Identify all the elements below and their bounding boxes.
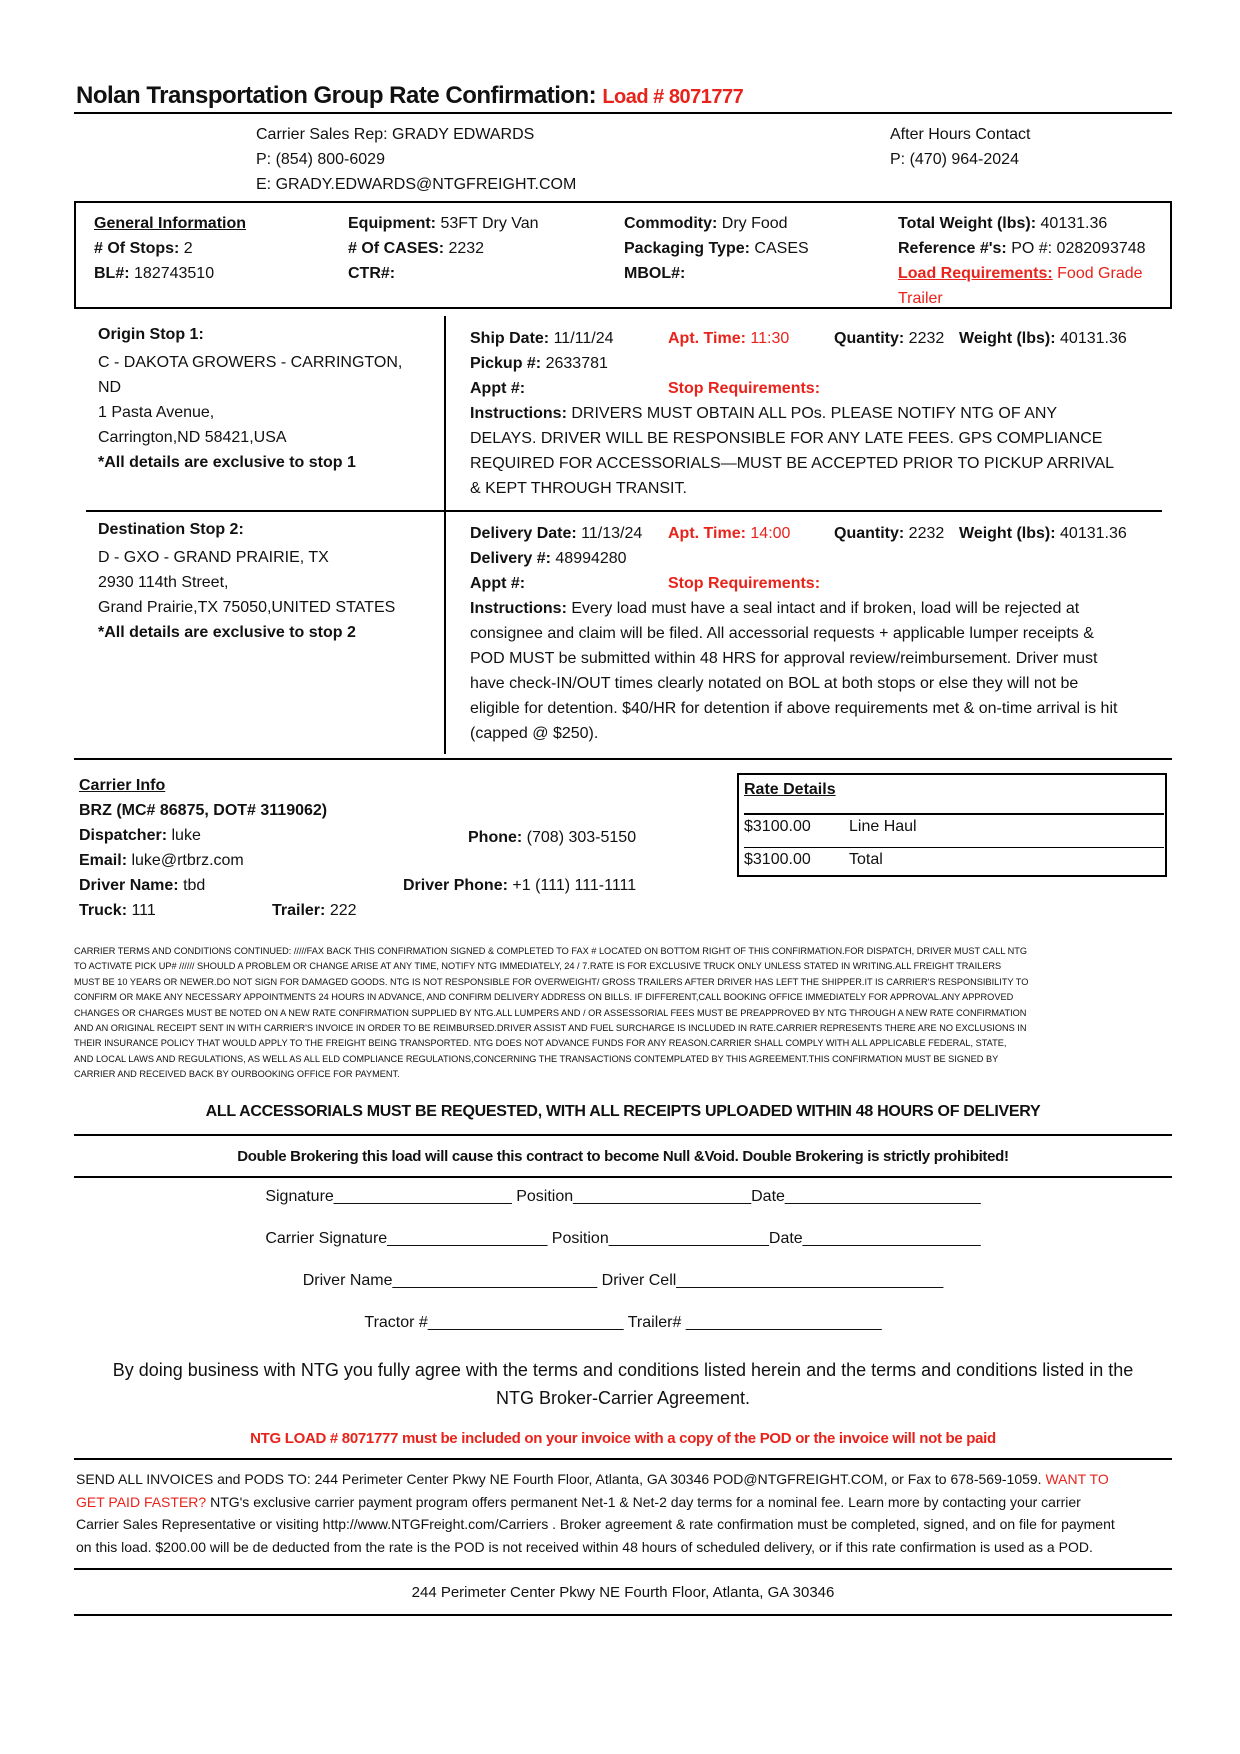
sales-rep-phone: P: (854) 800-6029	[256, 151, 385, 168]
destination-instructions-6: (capped @ $250).	[470, 725, 599, 742]
total-weight: Total Weight (lbs): 40131.36	[898, 215, 1108, 232]
footer-rule-1	[74, 1458, 1172, 1460]
reference-numbers: Reference #'s: PO #: 0282093748	[898, 240, 1146, 257]
bl-number: BL#: 182743510	[94, 265, 215, 282]
packaging-type: Packaging Type: CASES	[624, 240, 809, 257]
general-information-box	[74, 201, 1172, 309]
driver-phone: Driver Phone: +1 (111) 111-1111	[403, 877, 637, 894]
load-number: Load # 8071777	[602, 86, 744, 108]
origin-heading: Origin Stop 1:	[98, 326, 204, 343]
notice-rule-1	[74, 1134, 1172, 1136]
page-title	[76, 82, 743, 110]
carrier-heading: Carrier Info	[79, 777, 166, 794]
rate-details-box	[737, 773, 1167, 877]
ship-date: Ship Date: 11/11/24	[470, 330, 614, 347]
footer-rule-3	[74, 1614, 1172, 1616]
invoice-warning: NTG LOAD # 8071777 must be included on your invoice with a copy of the POD or the invoice will not be paid	[250, 1430, 996, 1447]
destination-line-1: D - GXO - GRAND PRAIRIE, TX	[98, 549, 329, 566]
origin-line-3: 1 Pasta Avenue,	[98, 404, 215, 421]
destination-instructions-3: POD MUST be submitted within 48 HRS for approval review/reimbursement. Driver must	[470, 650, 1098, 667]
agreement-text: By doing business with NTG you fully agree with the terms and conditions listed herein and the terms and conditions listed in the NTG Broker-Carrier Agreement.	[112, 1360, 1134, 1408]
rate-heading: Rate Details	[744, 781, 836, 798]
destination-appt: Appt #:	[470, 575, 526, 592]
destination-line-2: 2930 114th Street,	[98, 574, 229, 591]
origin-instructions-4: & KEPT THROUGH TRANSIT.	[470, 480, 687, 497]
load-requirements-cont: Trailer	[898, 290, 943, 307]
rate-row-divider	[744, 847, 1164, 848]
origin-quantity: Quantity: 2232	[834, 330, 945, 347]
rate-row-total: $3100.00 Total	[744, 851, 883, 868]
general-col-2	[348, 211, 539, 286]
origin-line-2: ND	[98, 379, 122, 396]
destination-stop-address	[98, 517, 395, 645]
origin-stop-address	[98, 322, 402, 475]
sales-rep-email: E: GRADY.EDWARDS@NTGFREIGHT.COM	[256, 176, 577, 193]
destination-heading: Destination Stop 2:	[98, 521, 244, 538]
carrier-email: Email: luke@rtbrz.com	[79, 852, 244, 869]
destination-weight: Weight (lbs): 40131.36	[959, 525, 1127, 542]
sales-rep-name: Carrier Sales Rep: GRADY EDWARDS	[256, 126, 535, 143]
origin-weight: Weight (lbs): 40131.36	[959, 330, 1127, 347]
origin-line-4: Carrington,ND 58421,USA	[98, 429, 287, 446]
after-hours-label: After Hours Contact	[890, 126, 1031, 143]
destination-instructions-5: eligible for detention. $40/HR for detention if above requirements met & on-time arrival is hit	[470, 700, 1118, 717]
invoice-instructions: SEND ALL INVOICES and PODS TO: 244 Perimeter Center Pkwy NE Fourth Floor, Atlanta, GA 30346 POD@NTGFREIGHT.COM, or Fax to 678-569-1059. WANT TO GET PAID FASTER? NTG's exclusive carrier payment program offers permanent Net-1 & Net-2 day terms for a nominal fee. Learn more by contacting your carrier Carrier Sales Representative or visiting http://www.NTGFreight.com/Carriers . Broker agreement & rate confirmation must be completed, signed, and on file for payment on this load. $200.00 will be de deducted from the rate is the POD is not received within 48 hours of scheduled delivery, or if this rate confirmation is used as a POD.	[76, 1471, 1115, 1555]
after-hours-contact	[890, 122, 1031, 172]
rate-divider	[744, 813, 1164, 815]
signature-line-1[interactable]: Signature____________________ Position____________________Date______________________	[265, 1188, 981, 1205]
origin-stop-details	[470, 326, 1170, 501]
general-col-3	[624, 211, 809, 286]
general-col-1	[94, 211, 246, 286]
delivery-date: Delivery Date: 11/13/24	[470, 525, 643, 542]
truck-number: Truck: 111	[79, 902, 156, 919]
signature-line-2[interactable]: Carrier Signature__________________ Position__________________Date____________________	[265, 1230, 981, 1247]
origin-instructions-1: Instructions: DRIVERS MUST OBTAIN ALL POs. PLEASE NOTIFY NTG OF ANY	[470, 405, 1058, 422]
carrier-info	[79, 773, 699, 923]
double-brokering-notice: Double Brokering this load will cause this contract to become Null &Void. Double Brokering is strictly prohibited!	[237, 1148, 1009, 1165]
stops-horizontal-divider	[86, 510, 1162, 512]
title-divider	[74, 112, 1172, 114]
destination-instructions-4: have check-IN/OUT times clearly notated on BOL at both stops or else they will not be	[470, 675, 1079, 692]
delivery-number: Delivery #: 48994280	[470, 550, 627, 567]
general-heading: General Information	[94, 215, 247, 232]
pickup-number: Pickup #: 2633781	[470, 355, 608, 372]
stops-vertical-divider	[444, 316, 446, 754]
destination-instructions-2: consignee and claim will be filed. All accessorial requests + applicable lumper receipts &	[470, 625, 1094, 642]
signature-line-4[interactable]: Tractor #______________________ Trailer# ______________________	[364, 1314, 882, 1331]
carrier-phone: Phone: (708) 303-5150	[468, 829, 637, 846]
origin-appt: Appt #:	[470, 380, 526, 397]
signature-line-3[interactable]: Driver Name_______________________ Driver Cell______________________________	[302, 1272, 944, 1289]
ctr-number: CTR#:	[348, 265, 396, 282]
destination-quantity: Quantity: 2232	[834, 525, 945, 542]
general-col-4	[898, 211, 1146, 311]
accessorials-notice: ALL ACCESSORIALS MUST BE REQUESTED, WITH ALL RECEIPTS UPLOADED WITHIN 48 HOURS OF DELIVERY	[205, 1103, 1041, 1120]
mbol-number: MBOL#:	[624, 265, 686, 282]
stops-bottom-rule	[74, 758, 1172, 760]
equipment: Equipment: 53FT Dry Van	[348, 215, 539, 232]
destination-instructions-1: Instructions: Every load must have a seal intact and if broken, load will be rejected at	[470, 600, 1080, 617]
carrier-terms: CARRIER TERMS AND CONDITIONS CONTINUED: /////FAX BACK THIS CONFIRMATION SIGNED & COMPLETED TO FAX # LOCATED ON BOTTOM RIGHT OF THIS CONFIRMATION.FOR DISPATCH, DRIVER MUST CALL NTG TO ACTIVATE PICK UP# ////// SHOULD A PROBLEM OR CHANGE ARISE AT ANY TIME, NOTIFY NTG IMMEDIATELY, 24 / 7.RATE IS FOR EXCLUSIVE TRUCK ONLY UNLESS STATED IN WRITING.ALL FREIGHT TRAILERS MUST BE 10 YEARS OR NEWER.DO NOT SIGN FOR DAMAGED GOODS. NTG IS NOT RESPONSIBLE FOR OVERWEIGHT/ GROSS TRAILERS AFTER DRIVER HAS LEFT THE SHIPPER.IT IS CARRIER'S RESPONSIBILITY TO CONFIRM OR MAKE ANY NECESSARY APPOINTMENTS 24 HOURS IN ADVANCE, AND CONFIRM DELIVERY ADDRESS ON BILLS. IF DIFFERENT,CALL BOOKING OFFICE IMMEDIATELY FOR APPROVAL.ANY APPROVED CHANGES OR CHARGES MUST BE NOTED ON A NEW RATE CONFIRMATION SUPPLIED BY NTG.ALL LUMPERS AND / OR ASSESSORIAL FEES MUST BE PREAPPROVED BY NTG THROUGH A NEW RATE CONFIRMATION AND AN ORIGINAL RECEIPT SENT IN WITH CARRIER'S INVOICE IN ORDER TO BE REIMBURSED.DRIVER ASSIST AND FUEL SURCHARGE IS INCLUDED IN RATE.CARRIER REPRESENTS THERE ARE NO EXCLUSIONS IN THEIR INSURANCE POLICY THAT WOULD APPLY TO THE FREIGHT BEING TRANSPORTED. NTG DOES NOT ADVANCE FUNDS FOR ANY REASON.CARRIER SHALL COMPLY WITH ALL APPLICABLE FEDERAL, STATE, AND LOCAL LAWS AND REGULATIONS, AS WELL AS ALL ELD COMPLIANCE REGULATIONS,CONCERNING THE TRANSACTIONS CONTEMPLATED BY THIS AGREEMENT.THIS CONFIRMATION MUST BE SIGNED BY CARRIER AND RECEIVED BACK BY OURBOOKING OFFICE FOR PAYMENT.	[74, 946, 1029, 1080]
dispatcher: Dispatcher: luke	[79, 827, 201, 844]
origin-apt-time: Apt. Time: 11:30	[668, 330, 790, 347]
trailer-number: Trailer: 222	[272, 902, 357, 919]
commodity: Commodity: Dry Food	[624, 215, 788, 232]
notice-rule-2	[74, 1176, 1172, 1178]
stops-count: # Of Stops: 2	[94, 240, 193, 257]
destination-apt-time: Apt. Time: 14:00	[668, 525, 791, 542]
destination-stop-requirements: Stop Requirements:	[668, 575, 821, 592]
origin-instructions-3: REQUIRED FOR ACCESSORIALS—MUST BE ACCEPTED PRIOR TO PICKUP ARRIVAL	[470, 455, 1115, 472]
destination-line-3: Grand Prairie,TX 75050,UNITED STATES	[98, 599, 396, 616]
origin-instructions-2: DELAYS. DRIVER WILL BE RESPONSIBLE FOR ANY LATE FEES. GPS COMPLIANCE	[470, 430, 1103, 447]
origin-line-1: C - DAKOTA GROWERS - CARRINGTON,	[98, 354, 403, 371]
after-hours-phone: P: (470) 964-2024	[890, 151, 1019, 168]
sales-rep-contact	[256, 122, 576, 197]
origin-note: *All details are exclusive to stop 1	[98, 454, 356, 471]
destination-note: *All details are exclusive to stop 2	[98, 624, 356, 641]
driver-name: Driver Name: tbd	[79, 877, 206, 894]
destination-stop-details	[470, 521, 1170, 746]
load-requirements: Load Requirements: Food Grade	[898, 265, 1143, 282]
carrier-name: BRZ (MC# 86875, DOT# 3119062)	[79, 802, 328, 819]
footer-rule-2	[74, 1568, 1172, 1570]
cases-count: # Of CASES: 2232	[348, 240, 485, 257]
origin-stop-requirements: Stop Requirements:	[668, 380, 821, 397]
company-address: 244 Perimeter Center Pkwy NE Fourth Floor, Atlanta, GA 30346	[411, 1584, 835, 1601]
title-text: Nolan Transportation Group Rate Confirmation:	[76, 82, 597, 109]
rate-row-line-haul: $3100.00 Line Haul	[744, 818, 917, 835]
